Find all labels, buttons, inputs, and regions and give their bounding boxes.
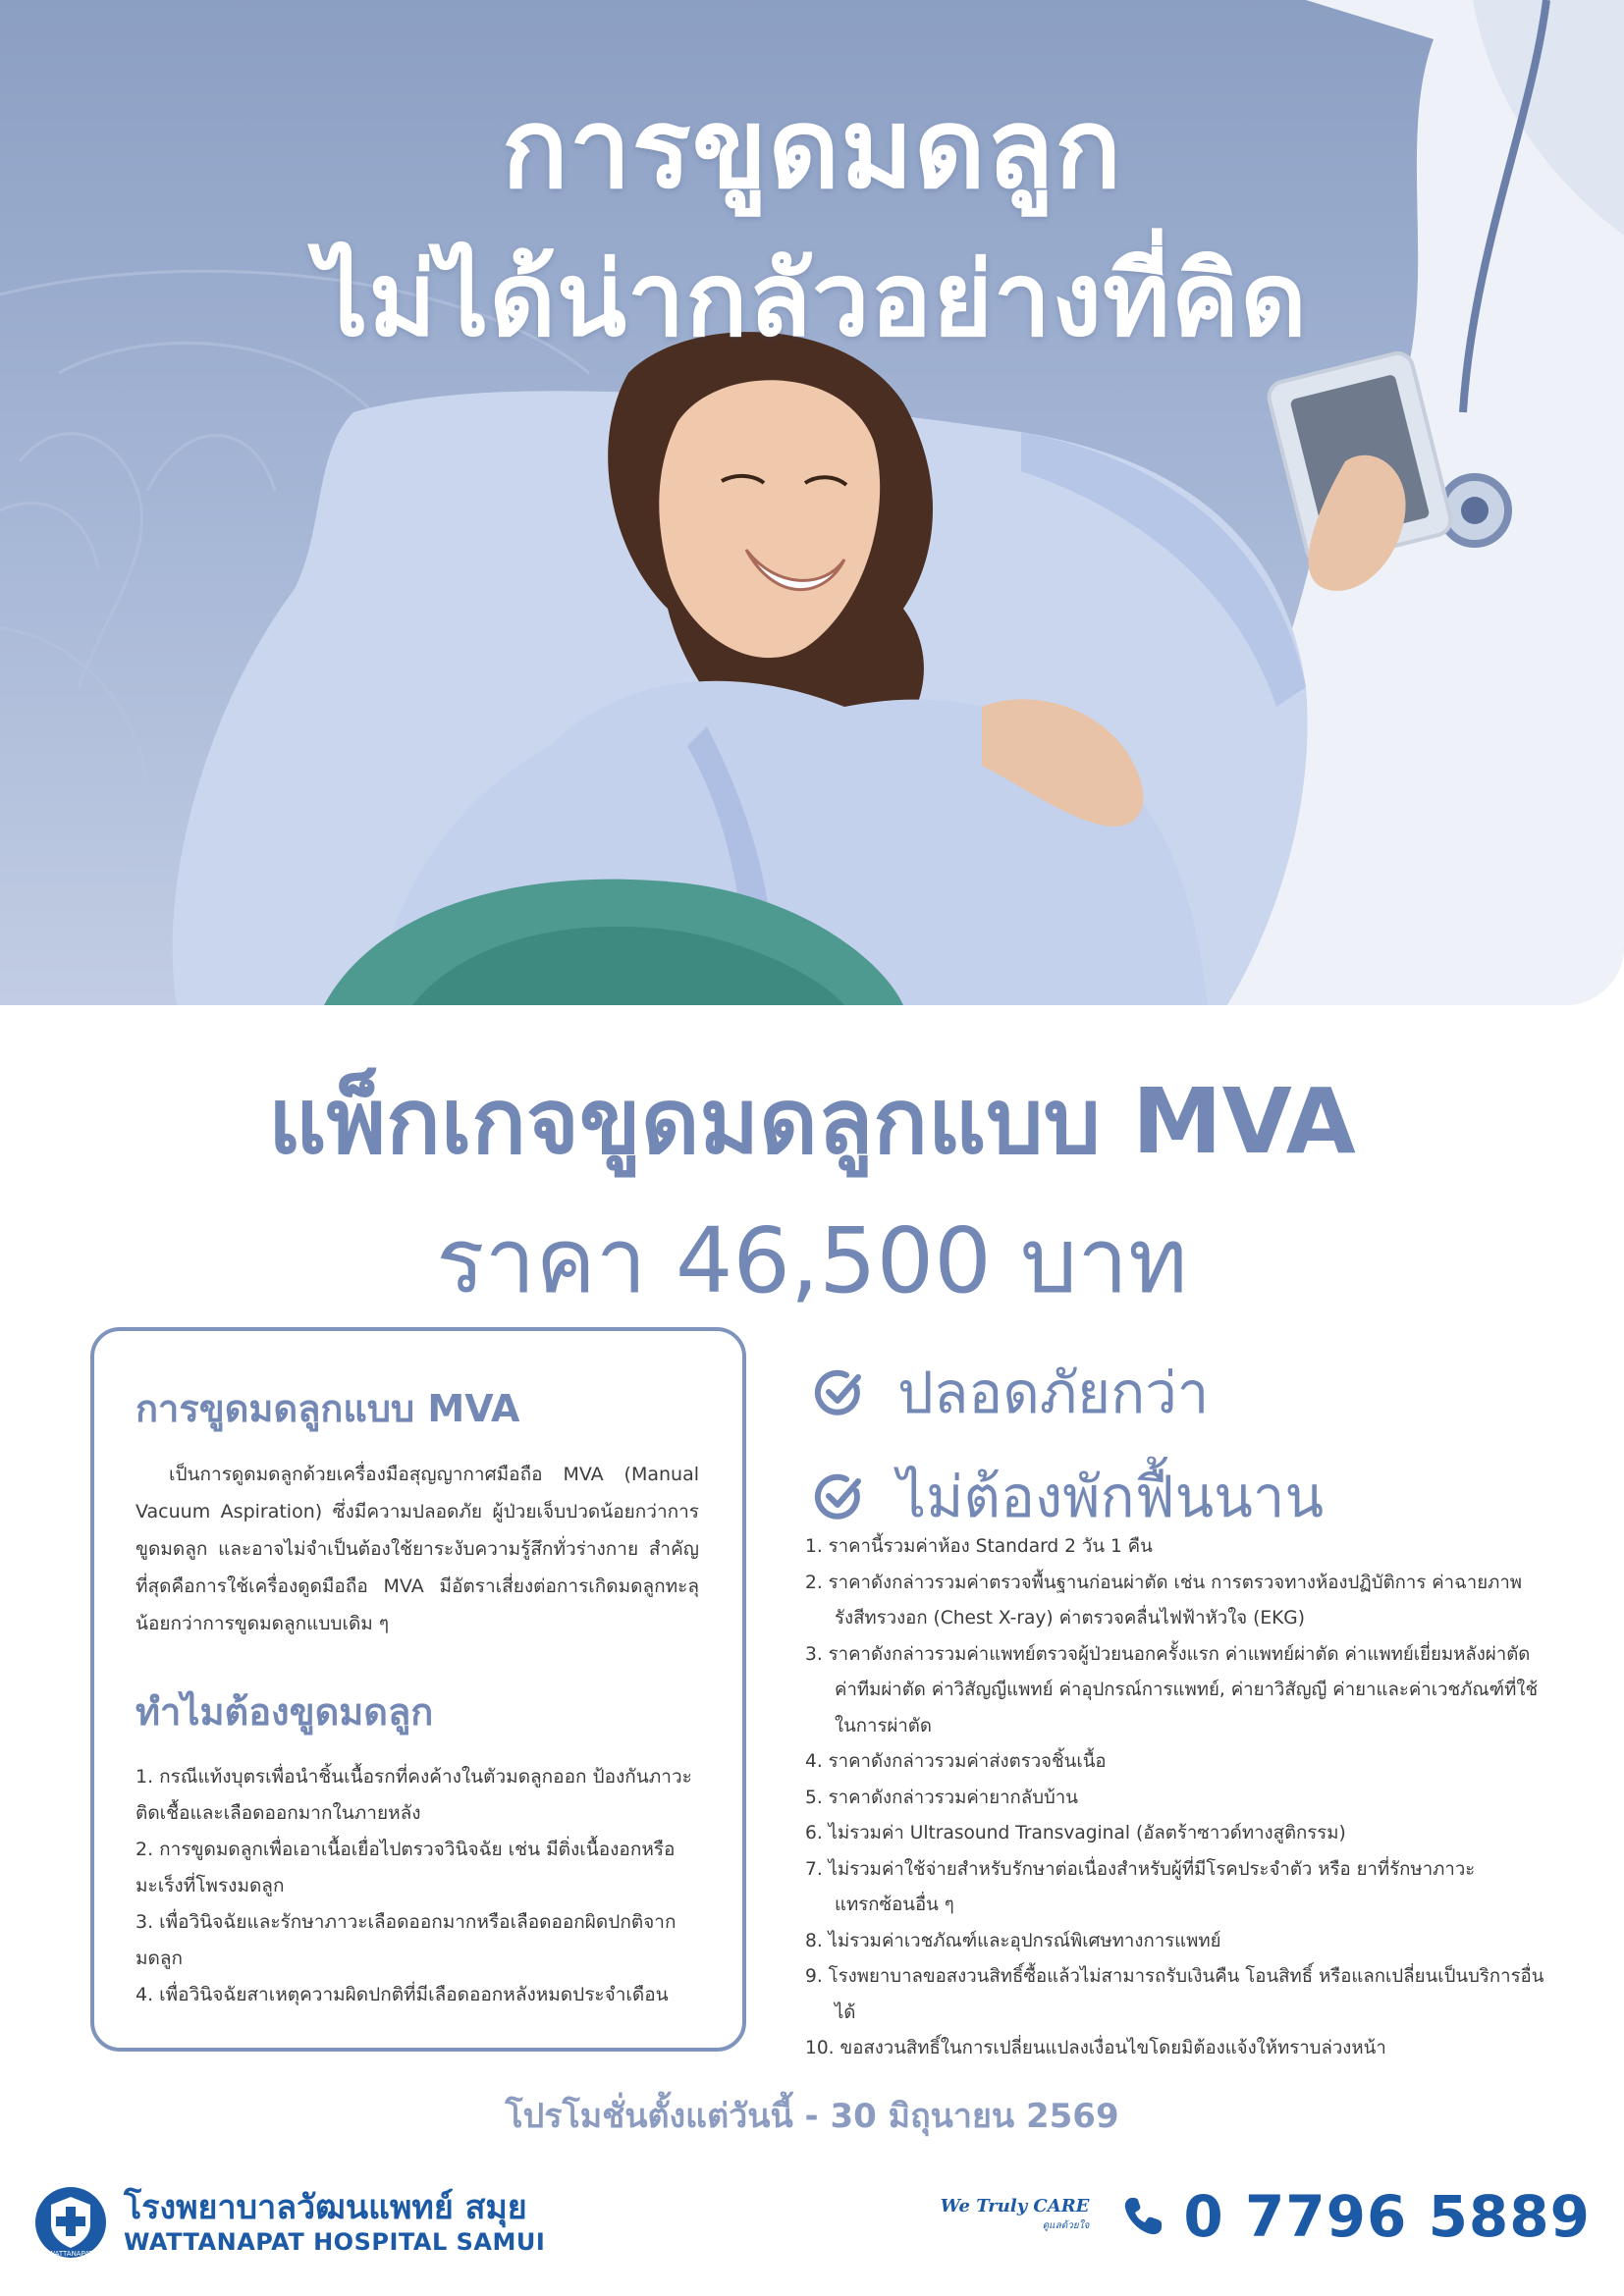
hospital-name-en: WATTANAPAT HOSPITAL SAMUI [124,2228,546,2256]
check-circle-icon [813,1367,864,1418]
term-item: 3. ราคาดังกล่าวรวมค่าแพทย์ตรวจผู้ป่วยนอกครั้งแรก ค่าแพทย์ผ่าตัด ค่าแพทย์เยี่ยมหลังผ่าตัด ค่าทีมผ่าตัด ค่าวิสัญญีแพทย์ ค่าอุปกรณ์การแพทย์, ค่ายาวิสัญญี ค่ายาและค่าเวชภัณฑ์ที่ใช้ในการผ่าตัด [805,1643,1539,1736]
term-item: 2. ราคาดังกล่าวรวมค่าตรวจพื้นฐานก่อนผ่าตัด เช่น การตรวจทางห้องปฏิบัติการ ค่าฉายภาพรังสีทรวงอก (Chest X-ray) ค่าตรวจคลื่นไฟฟ้าหัวใจ (EKG) [805,1572,1523,1629]
term-item: 4. ราคาดังกล่าวรวมค่าส่งตรวจชิ้นเนื้อ [805,1751,1107,1772]
term-item: 5. ราคาดังกล่าวรวมค่ายากลับบ้าน [805,1787,1078,1808]
package-price: ราคา 46,500 บาท [436,1208,1188,1313]
hero-banner [0,0,1624,1005]
reason-item: 4. เพื่อวินิจฉัยสาเหตุความผิดปกติที่มีเลือดออกหลังหมดประจำเดือน [135,1984,669,2005]
tagline-sub: ดูแลด้วยใจ [1042,2220,1090,2231]
phone-icon [1120,2194,1165,2239]
benefit-safer [813,1347,1209,1438]
logo-text: WATTANAPAT [48,2250,93,2258]
term-item: 8. ไม่รวมค่าเวชภัณฑ์และอุปกรณ์พิเศษทางการแพทย์ [805,1930,1221,1951]
tagline-text: We Truly CARE [940,2196,1090,2216]
benefit-label: ไม่ต้องพักฟื้นนาน [897,1464,1325,1530]
hero-title-line2: ไม่ได้น่ากลัวอย่างที่คิด [316,240,1308,359]
benefit-label: ปลอดภัยกว่า [897,1360,1210,1426]
phone-number[interactable]: 0 7796 5889 [1183,2183,1591,2250]
package-title: แพ็กเกจขูดมดลูกแบบ MVA [268,1069,1356,1174]
tagline [941,2197,1090,2236]
info-description: เป็นการดูดมดลูกด้วยเครื่องมือสุญญากาศมือถือ MVA (Manual Vacuum Aspiration) ซึ่งมีความปลอดภัย ผู้ป่วยเจ็บปวดน้อยกว่าการขูดมดลูก และอาจไม่จำเป็นต้องใช้ยาระงับความรู้สึกทั่วร่างกาย สำคัญที่สุดคือการใช้เครื่องดูดมือถือ MVA มีอัตราเสี่ยงต่อการเกิดมดลูกทะลุน้อยกว่าการขูดมดลูกแบบเดิม ๆ [135,1464,699,1634]
reason-item: 1. กรณีแท้งบุตรเพื่อนำชิ้นเนื้อรกที่คงค้างในตัวมดลูกออก ป้องกันภาวะติดเชื้อและเลือดออกมากในภายหลัง [135,1766,692,1824]
check-circle-icon [813,1471,864,1522]
promo-period: โปรโมชั่นตั้งแต่วันนี้ - 30 มิถุนายน 2569 [505,2097,1119,2136]
hero-title-line1: การขูดมดลูก [501,85,1123,213]
hospital-name-th: โรงพยาบาลวัฒนแพทย์ สมุย [124,2188,527,2227]
info-box [90,1327,746,2052]
terms-list [805,1529,1551,2067]
info-heading: การขูดมดลูกแบบ MVA [135,1387,520,1430]
term-item: 9. โรงพยาบาลขอสงวนสิทธิ์ซื้อแล้วไม่สามารถรับเงินคืน โอนสิทธิ์ หรือแลกเปลี่ยนเป็นบริการอื่นได้ [805,1966,1544,2023]
term-item: 1. ราคานี้รวมค่าห้อง Standard 2 วัน 1 คืน [805,1536,1153,1557]
reason-item: 3. เพื่อวินิจฉัยและรักษาภาวะเลือดออกมากหรือเลือดออกผิดปกติจากมดลูก [135,1911,677,1969]
term-item: 10. ขอสงวนสิทธิ์ในการเปลี่ยนแปลงเงื่อนไขโดยมิต้องแจ้งให้ทราบล่วงหน้า [805,2038,1386,2058]
hospital-shield-icon [33,2185,108,2260]
reasons-list [135,1759,699,2013]
hospital-logo[interactable] [33,2185,545,2260]
reason-item: 2. การขูดมดลูกเพื่อเอาเนื้อเยื่อไปตรวจวินิจฉัย เช่น มีติ่งเนื้องอกหรือมะเร็งที่โพรงมดลูก [135,1839,676,1896]
term-item: 7. ไม่รวมค่าใช้จ่ายสำหรับรักษาต่อเนื่องสำหรับผู้ที่มีโรคประจำตัว หรือ ยาที่รักษาภาวะแทรกซ้อนอื่น ๆ [805,1858,1476,1915]
contact-block [941,2183,1591,2250]
why-heading: ทำไมต้องขูดมดลูก [135,1690,434,1734]
term-item: 6. ไม่รวมค่า Ultrasound Transvaginal (อัลตร้าซาวด์ทางสูติกรรม) [805,1823,1346,1843]
